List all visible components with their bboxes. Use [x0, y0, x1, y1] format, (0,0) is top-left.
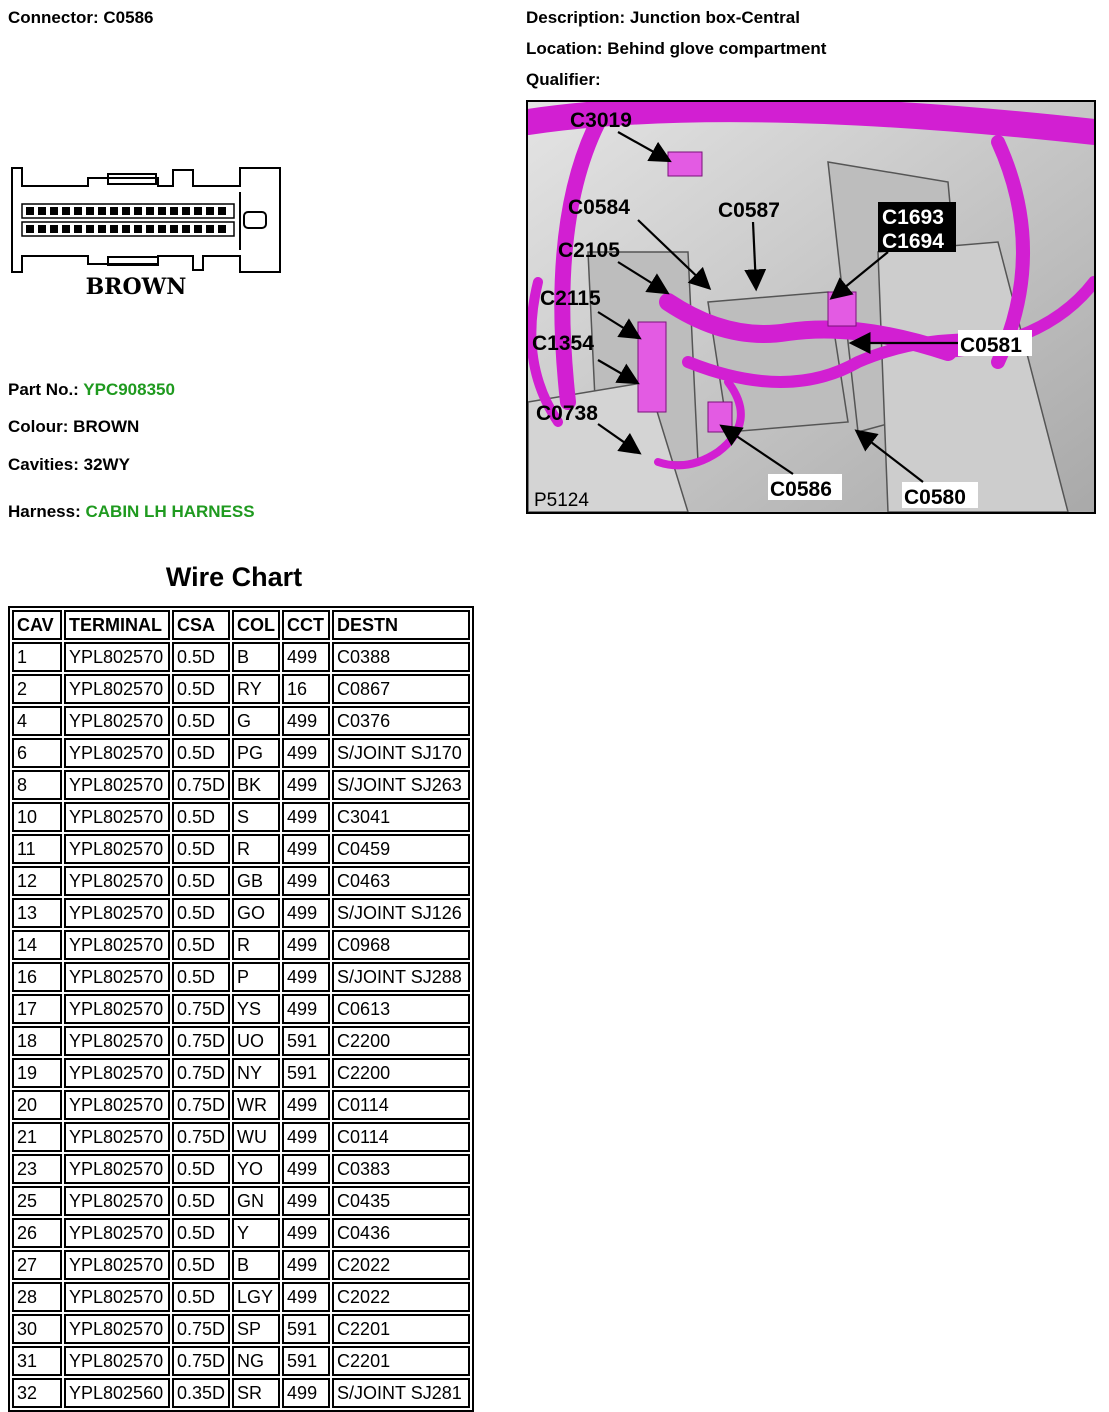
cell-cct: 499 — [282, 834, 330, 864]
cell-terminal: YPL802570 — [64, 1186, 170, 1216]
cell-terminal: YPL802570 — [64, 1058, 170, 1088]
table-row — [12, 1378, 470, 1408]
cell-terminal: YPL802570 — [64, 802, 170, 832]
cell-col: Y — [232, 1218, 280, 1248]
location-field: Location: Behind glove compartment — [526, 39, 827, 58]
cell-csa: 0.5D — [172, 706, 230, 736]
header-cct: CCT — [282, 610, 330, 640]
cell-col: GN — [232, 1186, 280, 1216]
table-row — [12, 642, 470, 672]
cell-cct: 499 — [282, 642, 330, 672]
cell-destn: C0968 — [332, 930, 470, 960]
cell-col: SR — [232, 1378, 280, 1408]
cell-cct: 499 — [282, 1250, 330, 1280]
cell-col: R — [232, 834, 280, 864]
cell-destn: C0376 — [332, 706, 470, 736]
cell-cct: 499 — [282, 1218, 330, 1248]
cell-col: NY — [232, 1058, 280, 1088]
cell-csa: 0.75D — [172, 1122, 230, 1152]
cell-csa: 0.5D — [172, 962, 230, 992]
cell-cct: 591 — [282, 1346, 330, 1376]
wire-chart-header-row — [12, 610, 470, 640]
callout-c0738: C0738 — [536, 402, 598, 425]
table-row — [12, 674, 470, 704]
cell-terminal: YPL802570 — [64, 866, 170, 896]
table-row — [12, 738, 470, 768]
cell-csa: 0.5D — [172, 802, 230, 832]
photo-ref: P5124 — [534, 490, 589, 511]
cell-terminal: YPL802570 — [64, 994, 170, 1024]
cell-cav: 31 — [12, 1346, 62, 1376]
cell-destn: C3041 — [332, 802, 470, 832]
cell-csa: 0.5D — [172, 642, 230, 672]
callout-c0581: C0581 — [960, 334, 1022, 357]
part-no-field: Part No.: YPC908350 — [8, 380, 175, 399]
cell-cct: 591 — [282, 1058, 330, 1088]
cell-cav: 23 — [12, 1154, 62, 1184]
table-row — [12, 866, 470, 896]
table-row — [12, 1282, 470, 1312]
table-row — [12, 706, 470, 736]
callout-c1693: C1693 — [882, 206, 944, 229]
cell-col: WU — [232, 1122, 280, 1152]
cell-csa: 0.75D — [172, 1026, 230, 1056]
cell-col: NG — [232, 1346, 280, 1376]
location-value: Behind glove compartment — [607, 39, 827, 58]
connector-drawing — [8, 160, 288, 300]
cell-col: P — [232, 962, 280, 992]
cell-col: YS — [232, 994, 280, 1024]
cell-cct: 499 — [282, 1378, 330, 1408]
table-row — [12, 1058, 470, 1088]
cell-destn: C2200 — [332, 1026, 470, 1056]
cell-cav: 10 — [12, 802, 62, 832]
cell-col: BK — [232, 770, 280, 800]
cell-csa: 0.5D — [172, 1218, 230, 1248]
callout-c3019: C3019 — [570, 109, 632, 132]
cell-col: B — [232, 1250, 280, 1280]
callout-c2105: C2105 — [558, 239, 620, 262]
table-row — [12, 834, 470, 864]
cell-col: B — [232, 642, 280, 672]
cell-destn: S/JOINT SJ281 — [332, 1378, 470, 1408]
cell-csa: 0.75D — [172, 1314, 230, 1344]
wire-chart-table — [8, 606, 474, 1412]
cell-cav: 12 — [12, 866, 62, 896]
table-row — [12, 1090, 470, 1120]
location-photo — [526, 100, 1096, 514]
cell-destn: C0459 — [332, 834, 470, 864]
table-row — [12, 1250, 470, 1280]
harness-link[interactable]: CABIN LH HARNESS — [85, 502, 255, 521]
cell-terminal: YPL802570 — [64, 642, 170, 672]
cell-terminal: YPL802570 — [64, 770, 170, 800]
cell-terminal: YPL802570 — [64, 1122, 170, 1152]
cell-cav: 26 — [12, 1218, 62, 1248]
cell-cav: 14 — [12, 930, 62, 960]
cell-destn: C2201 — [332, 1346, 470, 1376]
cell-terminal: YPL802570 — [64, 1154, 170, 1184]
callout-c1694: C1694 — [882, 230, 944, 253]
cell-cav: 18 — [12, 1026, 62, 1056]
cell-terminal: YPL802560 — [64, 1378, 170, 1408]
cell-cav: 25 — [12, 1186, 62, 1216]
header-cav: CAV — [12, 610, 62, 640]
drawing-caption: BROWN — [85, 274, 187, 300]
cell-cct: 499 — [282, 1186, 330, 1216]
cell-csa: 0.5D — [172, 834, 230, 864]
cell-col: PG — [232, 738, 280, 768]
cell-destn: C0114 — [332, 1122, 470, 1152]
table-row — [12, 802, 470, 832]
callout-c0580: C0580 — [904, 486, 966, 509]
table-row — [12, 1314, 470, 1344]
table-row — [12, 1122, 470, 1152]
cell-cct: 499 — [282, 738, 330, 768]
cell-destn: C2200 — [332, 1058, 470, 1088]
table-row — [12, 770, 470, 800]
cell-cav: 19 — [12, 1058, 62, 1088]
cell-cct: 499 — [282, 898, 330, 928]
cell-destn: C0388 — [332, 642, 470, 672]
description-field: Description: Junction box-Central — [526, 8, 800, 27]
part-no-link[interactable]: YPC908350 — [83, 380, 175, 399]
cell-csa: 0.75D — [172, 770, 230, 800]
cell-terminal: YPL802570 — [64, 738, 170, 768]
callout-c1354: C1354 — [532, 332, 594, 355]
cell-cav: 27 — [12, 1250, 62, 1280]
table-row — [12, 898, 470, 928]
cavities-value: 32WY — [83, 455, 130, 474]
table-row — [12, 1154, 470, 1184]
cell-cct: 499 — [282, 706, 330, 736]
cell-cav: 4 — [12, 706, 62, 736]
cell-csa: 0.5D — [172, 930, 230, 960]
callout-c0584: C0584 — [568, 196, 630, 219]
cell-csa: 0.75D — [172, 994, 230, 1024]
harness-field: Harness: CABIN LH HARNESS — [8, 502, 255, 521]
cell-cct: 499 — [282, 930, 330, 960]
cell-destn: C0463 — [332, 866, 470, 896]
cell-cct: 499 — [282, 1090, 330, 1120]
cell-terminal: YPL802570 — [64, 1250, 170, 1280]
cell-cav: 16 — [12, 962, 62, 992]
cell-col: YO — [232, 1154, 280, 1184]
wire-chart-title: Wire Chart — [165, 562, 303, 592]
cell-terminal: YPL802570 — [64, 1090, 170, 1120]
cell-cct: 499 — [282, 994, 330, 1024]
cavities-field: Cavities: 32WY — [8, 455, 130, 474]
table-row — [12, 930, 470, 960]
cell-cct: 499 — [282, 802, 330, 832]
cell-terminal: YPL802570 — [64, 962, 170, 992]
header-terminal: TERMINAL — [64, 610, 170, 640]
cell-col: GO — [232, 898, 280, 928]
cell-col: GB — [232, 866, 280, 896]
cell-destn: C0114 — [332, 1090, 470, 1120]
cell-terminal: YPL802570 — [64, 1346, 170, 1376]
cell-destn: S/JOINT SJ170 — [332, 738, 470, 768]
colour-value: BROWN — [73, 417, 140, 436]
cell-col: WR — [232, 1090, 280, 1120]
cell-cav: 13 — [12, 898, 62, 928]
cell-destn: C2201 — [332, 1314, 470, 1344]
cell-col: G — [232, 706, 280, 736]
table-row — [12, 1186, 470, 1216]
cell-cav: 6 — [12, 738, 62, 768]
cell-cav: 11 — [12, 834, 62, 864]
cell-col: R — [232, 930, 280, 960]
table-row — [12, 1346, 470, 1376]
cell-terminal: YPL802570 — [64, 674, 170, 704]
cell-destn: S/JOINT SJ288 — [332, 962, 470, 992]
cell-cct: 591 — [282, 1026, 330, 1056]
cell-terminal: YPL802570 — [64, 1218, 170, 1248]
cell-terminal: YPL802570 — [64, 1282, 170, 1312]
cell-destn: C0867 — [332, 674, 470, 704]
cell-csa: 0.5D — [172, 866, 230, 896]
table-row — [12, 1218, 470, 1248]
table-row — [12, 962, 470, 992]
cell-col: SP — [232, 1314, 280, 1344]
cell-cav: 32 — [12, 1378, 62, 1408]
cell-col: S — [232, 802, 280, 832]
cell-cav: 1 — [12, 642, 62, 672]
location-photo-illustration — [528, 102, 1094, 512]
cell-csa: 0.5D — [172, 1186, 230, 1216]
cell-csa: 0.35D — [172, 1378, 230, 1408]
cell-csa: 0.5D — [172, 674, 230, 704]
header-csa: CSA — [172, 610, 230, 640]
cell-terminal: YPL802570 — [64, 1314, 170, 1344]
header-col: COL — [232, 610, 280, 640]
cell-destn: S/JOINT SJ263 — [332, 770, 470, 800]
cell-col: RY — [232, 674, 280, 704]
cell-destn: C2022 — [332, 1282, 470, 1312]
cell-col: LGY — [232, 1282, 280, 1312]
cell-destn: C0383 — [332, 1154, 470, 1184]
cell-col: UO — [232, 1026, 280, 1056]
description-value: Junction box-Central — [629, 8, 800, 27]
qualifier-field: Qualifier: — [526, 70, 601, 89]
cell-destn: C0436 — [332, 1218, 470, 1248]
cell-destn: C0613 — [332, 994, 470, 1024]
cell-terminal: YPL802570 — [64, 834, 170, 864]
header-destn: DESTN — [332, 610, 470, 640]
cell-cav: 21 — [12, 1122, 62, 1152]
cell-csa: 0.5D — [172, 738, 230, 768]
cell-cct: 499 — [282, 1122, 330, 1152]
cell-terminal: YPL802570 — [64, 1026, 170, 1056]
callout-c0586: C0586 — [770, 478, 832, 501]
cell-csa: 0.75D — [172, 1058, 230, 1088]
cell-cct: 16 — [282, 674, 330, 704]
cell-csa: 0.5D — [172, 1250, 230, 1280]
cell-destn: S/JOINT SJ126 — [332, 898, 470, 928]
cell-terminal: YPL802570 — [64, 898, 170, 928]
table-row — [12, 1026, 470, 1056]
cell-csa: 0.5D — [172, 1282, 230, 1312]
cell-csa: 0.5D — [172, 1154, 230, 1184]
cell-cav: 2 — [12, 674, 62, 704]
table-row — [12, 994, 470, 1024]
callout-c2115: C2115 — [540, 287, 601, 310]
cell-destn: C0435 — [332, 1186, 470, 1216]
cell-csa: 0.5D — [172, 898, 230, 928]
cell-cct: 499 — [282, 866, 330, 896]
cell-csa: 0.75D — [172, 1090, 230, 1120]
cell-cct: 591 — [282, 1314, 330, 1344]
callout-c0587: C0587 — [718, 199, 780, 222]
cell-cav: 17 — [12, 994, 62, 1024]
cell-cct: 499 — [282, 770, 330, 800]
connector-field: Connector: C0586 — [8, 8, 154, 27]
cell-cav: 20 — [12, 1090, 62, 1120]
cell-cct: 499 — [282, 1154, 330, 1184]
cell-cav: 30 — [12, 1314, 62, 1344]
cell-destn: C2022 — [332, 1250, 470, 1280]
cell-cct: 499 — [282, 1282, 330, 1312]
cell-cav: 28 — [12, 1282, 62, 1312]
cell-terminal: YPL802570 — [64, 930, 170, 960]
cell-terminal: YPL802570 — [64, 706, 170, 736]
colour-field: Colour: BROWN — [8, 417, 140, 436]
cell-cct: 499 — [282, 962, 330, 992]
cell-cav: 8 — [12, 770, 62, 800]
connector-value: C0586 — [103, 8, 154, 27]
cell-csa: 0.75D — [172, 1346, 230, 1376]
